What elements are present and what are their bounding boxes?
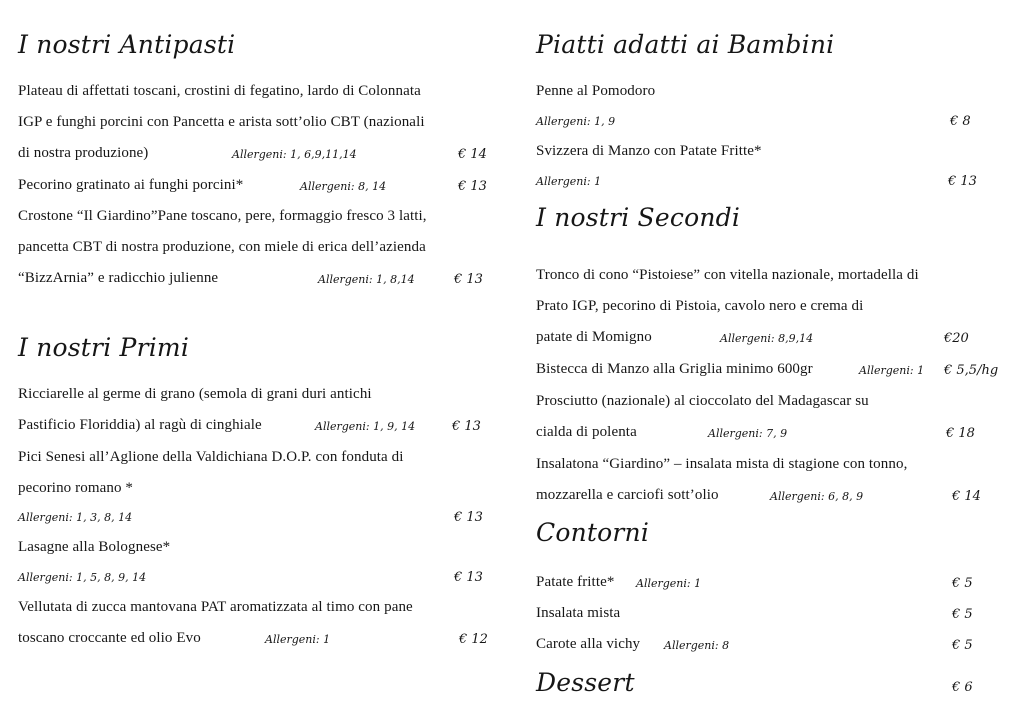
allergens-label: Allergeni: 1 bbox=[536, 175, 602, 188]
primi-line: toscano croccante ed olio Evo bbox=[18, 630, 201, 646]
secondi-line: Prosciutto (nazionale) al cioccolato del Madagascar su bbox=[536, 393, 869, 409]
contorni-line: Carote alla vichy bbox=[536, 636, 641, 652]
price-label: € 6 bbox=[952, 680, 973, 695]
secondi-line: Bistecca di Manzo alla Griglia minimo 600gr bbox=[536, 361, 813, 377]
primi-line: pecorino romano * bbox=[18, 480, 133, 496]
allergens-label: Allergeni: 1 bbox=[636, 577, 702, 590]
price-label: € 8 bbox=[950, 114, 971, 129]
primi-heading: I nostri Primi bbox=[18, 333, 190, 362]
antipasti-line: Crostone “Il Giardino”Pane toscano, pere, formaggio fresco 3 latti, bbox=[18, 208, 427, 224]
primi-line: Vellutata di zucca mantovana PAT aromatizzata al timo con pane bbox=[18, 599, 413, 615]
secondi-line: patate di Momigno bbox=[536, 329, 652, 345]
allergens-label: Allergeni: 1, 5, 8, 9, 14 bbox=[18, 571, 147, 584]
antipasti-line: pancetta CBT di nostra produzione, con miele di erica dell’azienda bbox=[18, 239, 426, 255]
price-label: € 14 bbox=[458, 147, 487, 162]
contorni-line: Patate fritte* bbox=[536, 574, 615, 590]
price-label: € 12 bbox=[459, 632, 488, 647]
allergens-label: Allergeni: 1, 8,14 bbox=[318, 273, 415, 286]
allergens-label: Allergeni: 1 bbox=[265, 633, 331, 646]
antipasti-line: Pecorino gratinato ai funghi porcini* bbox=[18, 177, 244, 193]
bambini-line: Penne al Pomodoro bbox=[536, 83, 656, 99]
price-label: € 5,5/hg bbox=[944, 363, 999, 378]
antipasti-line: di nostra produzione) bbox=[18, 145, 149, 161]
price-label: € 13 bbox=[458, 179, 487, 194]
price-label: € 14 bbox=[952, 489, 981, 504]
primi-line: Pici Senesi all’Aglione della Valdichiana D.O.P. con fonduta di bbox=[18, 449, 404, 465]
price-label: € 13 bbox=[948, 174, 977, 189]
allergens-label: Allergeni: 7, 9 bbox=[708, 427, 788, 440]
allergens-label: Allergeni: 8 bbox=[664, 639, 730, 652]
primi-line: Ricciarelle al germe di grano (semola di grani duri antichi bbox=[18, 386, 372, 402]
allergens-label: Allergeni: 1 bbox=[859, 364, 925, 377]
antipasti-line: “BizzArnia” e radicchio julienne bbox=[18, 270, 219, 286]
antipasti-line: IGP e funghi porcini con Pancetta e arista sott’olio CBT (nazionali bbox=[18, 114, 425, 130]
secondi-heading: I nostri Secondi bbox=[536, 203, 741, 232]
price-label: € 5 bbox=[952, 638, 973, 653]
allergens-label: Allergeni: 1, 9 bbox=[536, 115, 616, 128]
price-label: € 18 bbox=[946, 426, 975, 441]
price-label: € 5 bbox=[952, 607, 973, 622]
price-label: €20 bbox=[944, 331, 969, 346]
allergens-label: Allergeni: 8,9,14 bbox=[720, 332, 814, 345]
primi-line: Lasagne alla Bolognese* bbox=[18, 539, 171, 555]
allergens-label: Allergeni: 8, 14 bbox=[300, 180, 387, 193]
allergens-label: Allergeni: 1, 9, 14 bbox=[315, 420, 416, 433]
allergens-label: Allergeni: 6, 8, 9 bbox=[770, 490, 864, 503]
antipasti-line: Plateau di affettati toscani, crostini di fegatino, lardo di Colonnata bbox=[18, 83, 421, 99]
price-label: € 5 bbox=[952, 576, 973, 591]
price-label: € 13 bbox=[454, 510, 483, 525]
allergens-label: Allergeni: 1, 3, 8, 14 bbox=[18, 511, 133, 524]
secondi-line: Tronco di cono “Pistoiese” con vitella nazionale, mortadella di bbox=[536, 267, 919, 283]
price-label: € 13 bbox=[454, 570, 483, 585]
secondi-line: mozzarella e carciofi sott’olio bbox=[536, 487, 719, 503]
bambini-heading: Piatti adatti ai Bambini bbox=[536, 30, 835, 59]
allergens-label: Allergeni: 1, 6,9,11,14 bbox=[232, 148, 357, 161]
price-label: € 13 bbox=[454, 272, 483, 287]
price-label: € 13 bbox=[452, 419, 481, 434]
secondi-line: Prato IGP, pecorino di Pistoia, cavolo nero e crema di bbox=[536, 298, 864, 314]
secondi-line: cialda di polenta bbox=[536, 424, 637, 440]
antipasti-heading: I nostri Antipasti bbox=[18, 30, 236, 59]
contorni-line: Insalata mista bbox=[536, 605, 621, 621]
secondi-line: Insalatona “Giardino” – insalata mista di stagione con tonno, bbox=[536, 456, 908, 472]
contorni-heading: Contorni bbox=[536, 518, 650, 547]
primi-line: Pastificio Floriddia) al ragù di cinghiale bbox=[18, 417, 262, 433]
bambini-line: Svizzera di Manzo con Patate Fritte* bbox=[536, 143, 762, 159]
dessert-heading: Dessert bbox=[536, 668, 635, 697]
